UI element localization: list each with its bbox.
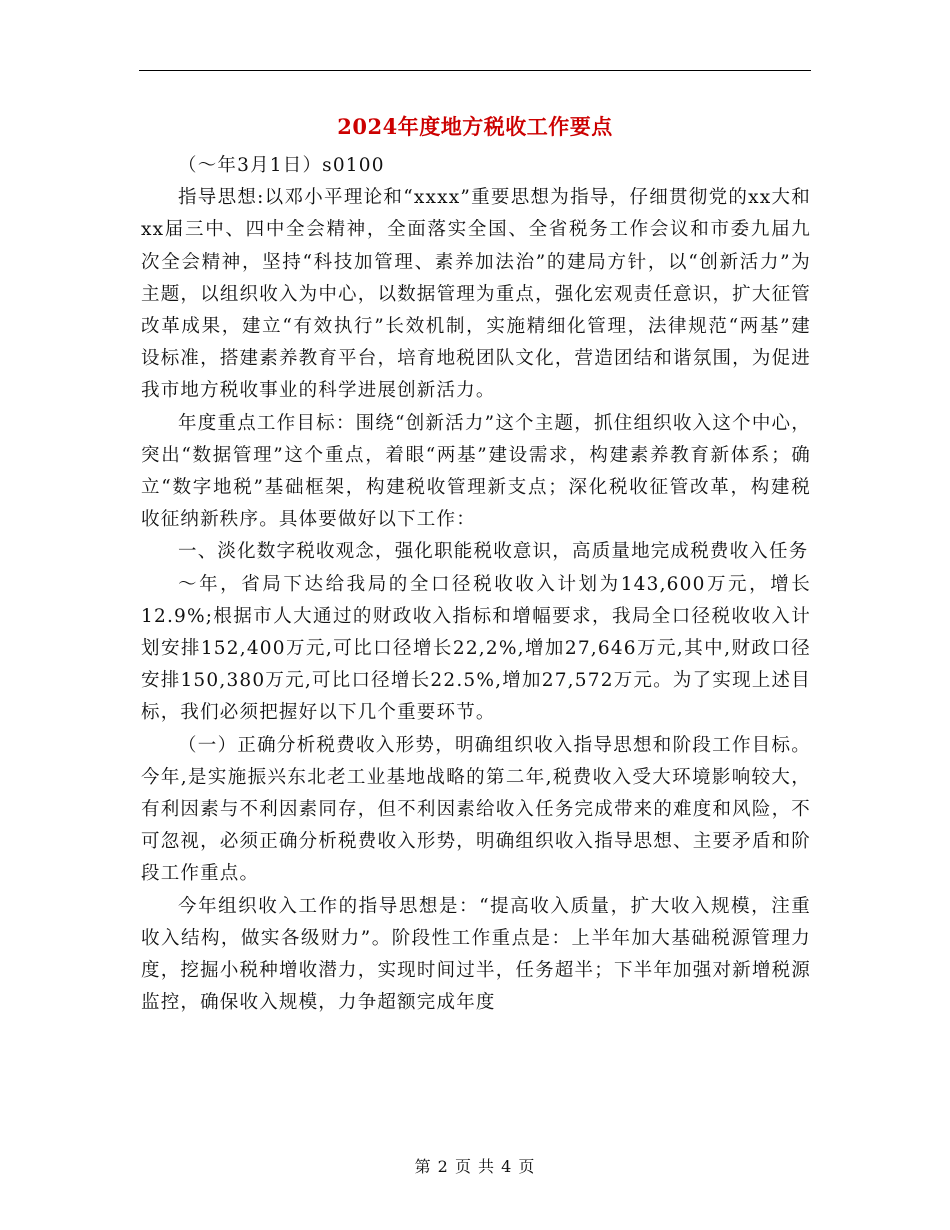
paragraph-revenue-plan: ～年，省局下达给我局的全口径税收收入计划为143,600万元，增长12.9%;根据市人大通过的财政收入指标和增幅要求，我局全口径税收收入计划安排152,400万元,可比口径增长22,2%,增加27,646万元,其中,财政口径安排150,380万元,可比口径增长22.5%,增加27,572万元。为了实现上述目标，我们必须把握好以下几个重要环节。 bbox=[141, 573, 811, 724]
paragraph-subsection-one: （一）正确分析税费收入形势，明确组织收入指导思想和阶段工作目标。今年,是实施振兴东北老工业基地战略的第二年,税费收入受大环境影响较大，有利因素与不利因素同存，但不利因素给收入任务完成带来的难度和风险，不可忽视，必须正确分析税费收入形势，明确组织收入指导思想、主要矛盾和阶段工作重点。 bbox=[141, 734, 811, 885]
paragraph-guiding-thought: 指导思想:以邓小平理论和“xxxx”重要思想为指导，仔细贯彻党的xx大和xx届三中、四中全会精神，全面落实全国、全省税务工作会议和市委九届九次全会精神，坚持“科技加管理、素养加法治”的建局方针，以“创新活力”为主题，以组织收入为中心，以数据管理为重点，强化宏观责任意识，扩大征管改革成果，建立“有效执行”长效机制，实施精细化管理，法律规范“两基”建设标准，搭建素养教育平台，培育地税团队文化，营造团结和谐氛围，为促进我市地方税收事业的科学进展创新活力。 bbox=[141, 187, 811, 402]
paragraph-guiding-principle: 今年组织收入工作的指导思想是：“提高收入质量，扩大收入规模，注重收入结构，做实各级财力”。阶段性工作重点是：上半年加大基础税源管理力度，挖掘小税种增收潜力，实现时间过半，任务超半；下半年加强对新增税源监控，确保收入规模，力争超额完成年度 bbox=[141, 895, 811, 1014]
page-number-footer: 第 2 页 共 4 页 bbox=[414, 1157, 536, 1176]
document-body bbox=[141, 150, 811, 1019]
header-rule bbox=[139, 70, 811, 71]
document-title: 2024年度地方税收工作要点 bbox=[337, 114, 613, 139]
section-heading-one: 一、淡化数字税收观念，强化职能税收意识，高质量地完成税费收入任务 bbox=[178, 541, 809, 563]
paragraph-annual-goals: 年度重点工作目标：围绕“创新活力”这个主题，抓住组织收入这个中心，突出“数据管理”这个重点，着眼“两基”建设需求，构建素养教育新体系；确立“数字地税”基础框架，构建税收管理新支点；深化税收征管改革，构建税收征纳新秩序。具体要做好以下工作： bbox=[141, 412, 811, 531]
date-line: （～年3月1日）s0100 bbox=[178, 155, 385, 176]
